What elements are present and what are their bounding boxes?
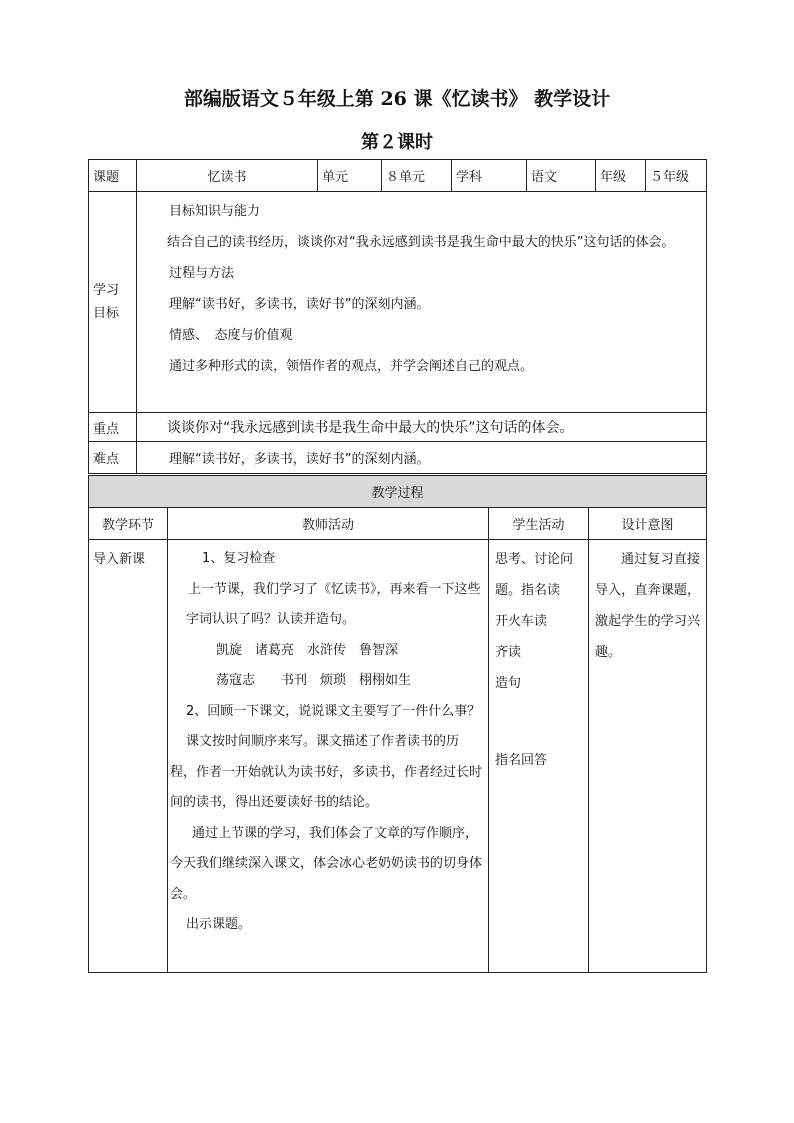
teacher-summary: 课文按时间顺序来写。课文描述了作者读书的历程，作者一开始就认为读书好，多读书，作者经过长时间的读书，得出还要读好书的结论。	[170, 734, 483, 810]
process-header-row	[89, 476, 707, 508]
student-item-1: 思考、讨论问题。指名读	[495, 552, 574, 598]
goal-text-emotion: 通过多种形式的读，领悟作者的观点，并学会阐述自己的观点。	[169, 359, 534, 374]
goal-heading-process: 过程与方法	[169, 266, 235, 281]
process-row-intro	[89, 540, 707, 973]
topic-value: 忆读书	[137, 160, 318, 192]
student-item-3: 齐读	[495, 645, 522, 660]
process-columns-row	[89, 508, 707, 540]
difficulty-text: 理解“读书好，多读书，读好书”的深刻内涵。	[137, 442, 707, 474]
col-student: 学生活动	[489, 508, 589, 540]
key-point-text: 谈谈你对“我永远感到读书是我生命中最大的快乐”这句话的体会。	[137, 413, 707, 442]
goal-heading-knowledge: 目标知识与能力	[169, 204, 261, 219]
difficulty-label: 难点	[89, 442, 137, 474]
difficulty-row	[89, 442, 707, 474]
col-intent: 设计意图	[589, 508, 707, 540]
lesson-period: 第２课时	[361, 132, 433, 153]
student-activity	[489, 540, 589, 973]
goals-label: 学习目标	[93, 283, 120, 321]
grade-label: 年级	[596, 160, 646, 192]
teacher-transition: 通过上节课的学习，我们体会了文章的写作顺序， 今天我们继续深入课文，体会冰心老奶奶读书的切身体会。	[170, 825, 483, 902]
info-row	[89, 160, 707, 192]
goals-content	[137, 192, 707, 413]
grade-value: ５年级	[646, 160, 707, 192]
unit-value: ８单元	[382, 160, 452, 192]
student-item-4: 造句	[495, 676, 522, 691]
topic-label: 课题	[89, 160, 137, 192]
teacher-show-title: 出示课题。	[186, 917, 252, 932]
student-item-2: 开火车读	[495, 614, 548, 629]
goal-text-knowledge: 结合自己的读书经历，谈谈你对“我永远感到读书是我生命中最大的快乐”这句话的体会。	[167, 235, 675, 250]
process-header: 教学过程	[89, 476, 707, 508]
vocab-line-2: 荡寇志 书刊 烦琐 栩栩如生	[216, 673, 412, 688]
unit-label: 单元	[318, 160, 382, 192]
goal-heading-emotion: 情感、 态度与价值观	[169, 328, 293, 343]
teacher-review-text: 上一节课，我们学习了《忆读书》，再来看一下这些字词认识了吗？认读并造句。	[186, 581, 481, 627]
subject-label: 学科	[452, 160, 527, 192]
col-teacher: 教师活动	[168, 508, 489, 540]
teacher-activity	[168, 540, 489, 973]
col-stage: 教学环节	[89, 508, 168, 540]
key-point-label: 重点	[89, 413, 137, 442]
student-item-5: 指名回答	[495, 753, 548, 768]
info-table	[88, 159, 707, 474]
teacher-step-2: 2、回顾一下课文，说说课文主要写了一件什么事？	[186, 703, 481, 719]
goal-text-process: 理解“读书好，多读书，读好书”的深刻内涵。	[169, 297, 430, 312]
subject-value: 语文	[527, 160, 596, 192]
vocab-line-1: 凯旋 诸葛亮 水浒传 鲁智深	[216, 642, 399, 658]
key-point-row	[89, 413, 707, 442]
goals-row	[89, 192, 707, 413]
design-intent: 通过复习直接导入，直奔课题，激起学生的学习兴趣。	[589, 540, 707, 973]
teacher-step-1: 1、复习检查	[202, 551, 276, 566]
stage-cell: 导入新课	[89, 540, 168, 973]
process-table	[88, 475, 707, 973]
document-title: 部编版语文５年级上第 26 课《忆读书》 教学设计	[183, 88, 611, 110]
